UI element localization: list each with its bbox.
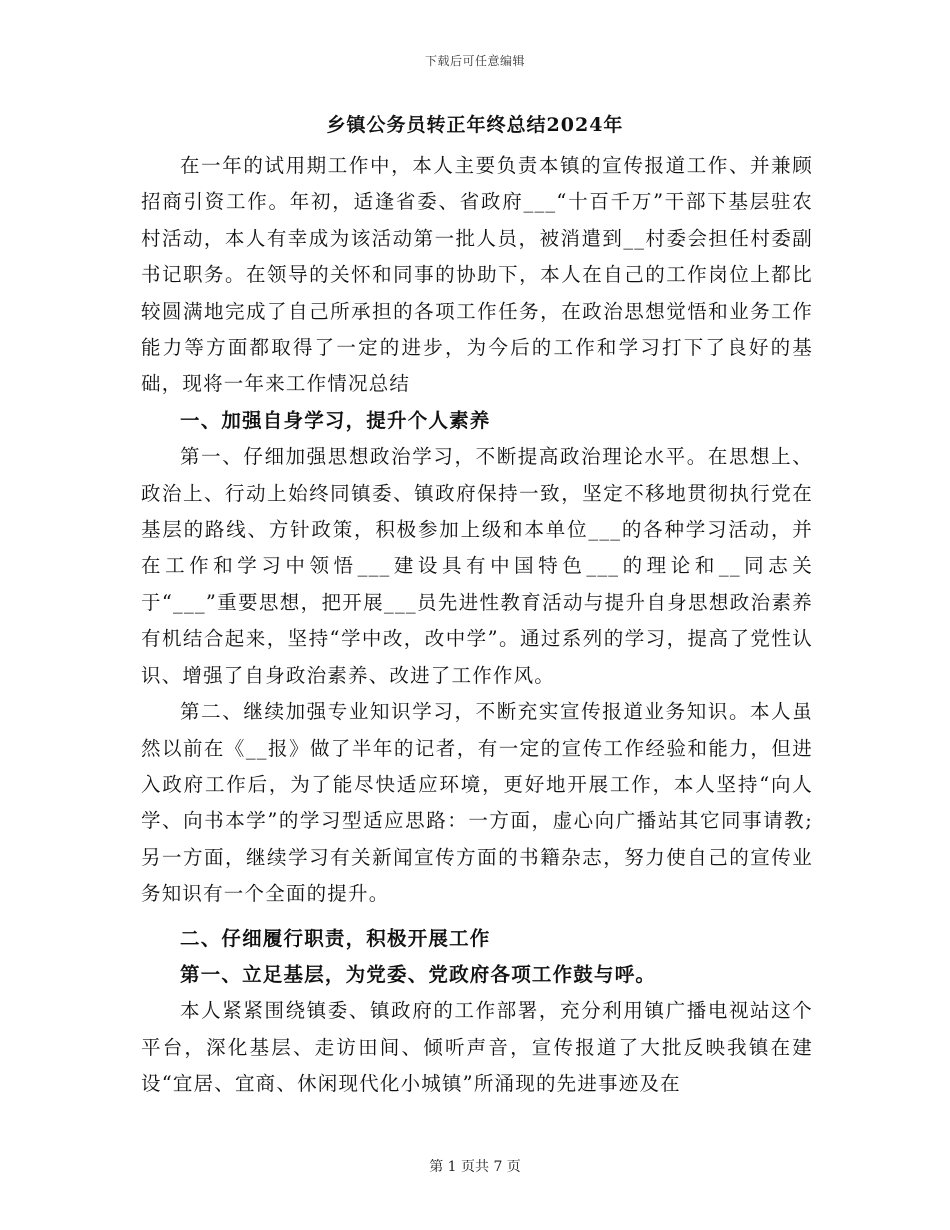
section-2-paragraph-1: 本人紧紧围绕镇委、镇政府的工作部署，充分利用镇广播电视站这个平台，深化基层、走访田间、倾听声音，宣传报道了大批反映我镇在建设“宜居、宜商、休闲现代化小城镇”所涌现的先进事迹及在 [141,999,813,1096]
section-1-paragraph-1: 第一、仔细加强思想政治学习，不断提高政治理论水平。在思想上、政治上、行动上始终同镇委、镇政府保持一致，坚定不移地贯彻执行党在基层的路线、方针政策，积极参加上级和本单位___的各种学习活动，并在工作和学习中领悟___建设具有中国特色___的理论和__同志关于“___”重要思想，把开展___员先进性教育活动与提升自身思想政治素养有机结合起来，坚持“学中改，改中学”。通过系列的学习，提高了党性认识、增强了自身政治素养、改进了工作作风。 [141,445,813,687]
intro-paragraph: 在一年的试用期工作中，本人主要负责本镇的宣传报道工作、并兼顾招商引资工作。年初，适逢省委、省政府___“十百千万”干部下基层驻农村活动，本人有幸成为该活动第一批人员，被消遣到__村委会担任村委副书记职务。在领导的关怀和同事的协助下，本人在自己的工作岗位上都比较圆满地完成了自己所承担的各项工作任务，在政治思想觉悟和业务工作能力等方面都取得了一定的进步，为今后的工作和学习打下了良好的基础，现将一年来工作情况总结 [141,154,813,396]
section-heading-1: 一、加强自身学习，提升个人素养 [180,408,491,432]
header-note: 下载后可任意编辑 [424,54,525,68]
section-1-paragraph-2: 第二、继续加强专业知识学习，不断充实宣传报道业务知识。本人虽然以前在《__报》做了半年的记者，有一定的宣传工作经验和能力，但进入政府工作后，为了能尽快适应环境，更好地开展工作，本人坚持“向人学、向书本学”的学习型适应思路：一方面，虚心向广播站其它同事请教;另一方面，继续学习有关新闻宣传方面的书籍杂志，努力使自己的宣传业务知识有一个全面的提升。 [141,700,813,906]
document-body [141,148,813,1103]
section-heading-2: 二、仔细履行职责，积极开展工作 [180,926,491,950]
document-title: 乡镇公务员转正年终总结2024年 [326,114,624,136]
page-footer: 第 1 页共 7 页 [429,1159,521,1175]
subsection-heading-2-1: 第一、立足基层，为党委、党政府各项工作鼓与呼。 [180,962,657,986]
